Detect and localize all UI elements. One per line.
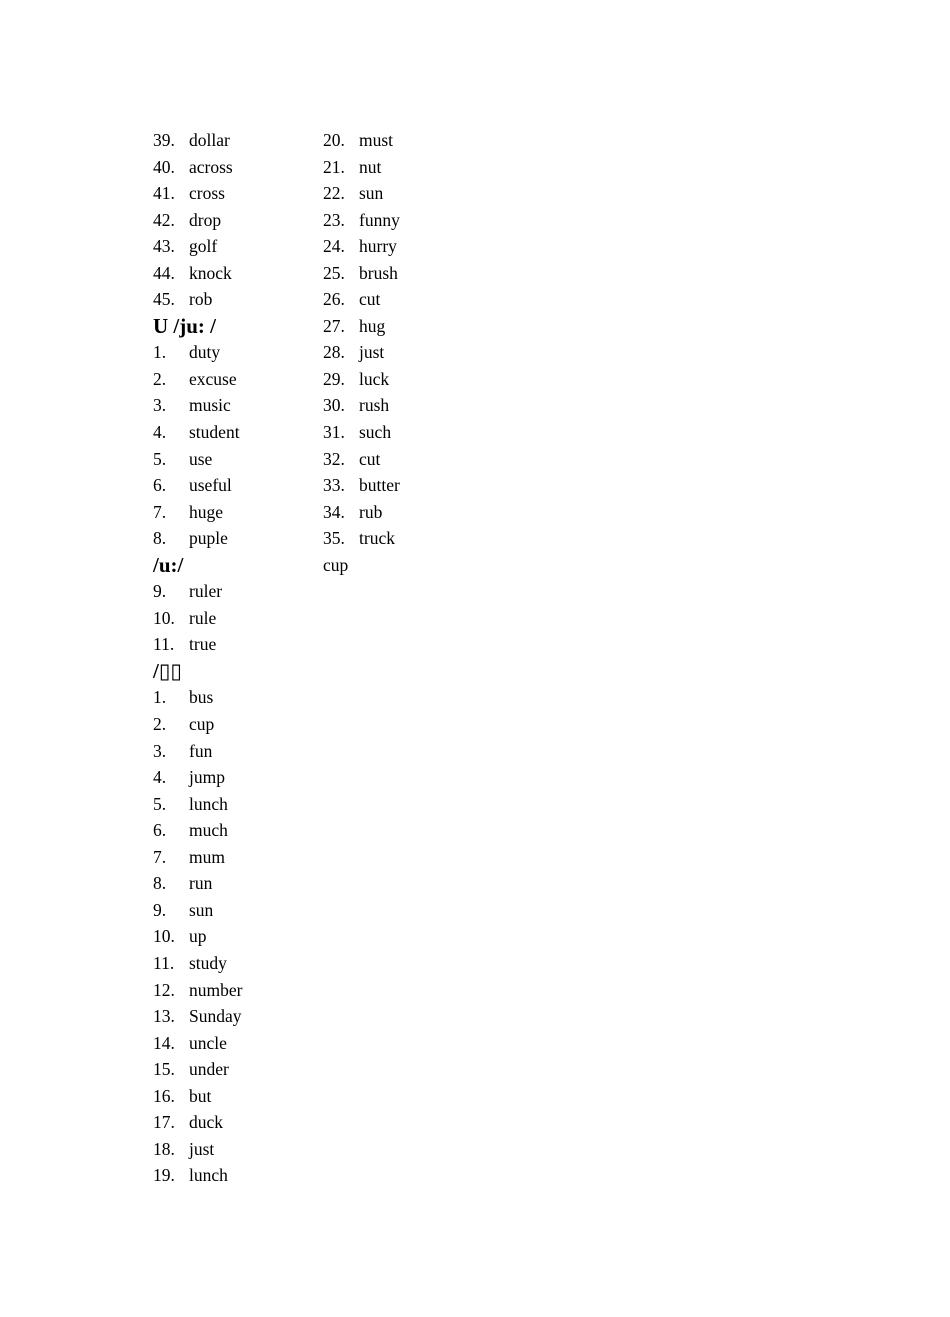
item-number: 7. [153,846,167,867]
item-word: luck [359,368,390,389]
item-number: 4. [153,422,167,443]
item-word: funny [359,209,400,230]
list-item [153,419,313,446]
item-word: puple [189,528,228,549]
item-number: 34. [323,501,345,522]
item-number: 35. [323,528,345,549]
item-number: 26. [323,289,345,310]
list-item [153,1003,313,1030]
item-word: brush [359,262,398,283]
list-item [153,764,313,791]
item-number: 22. [323,183,345,204]
list-item [323,525,483,552]
section-heading: /▯▯ [153,658,182,683]
item-word: just [359,342,385,363]
list-item [153,1083,313,1110]
list-item [323,127,483,154]
item-number: 43. [153,236,175,257]
list-item [153,392,313,419]
item-word: bus [189,687,214,708]
item-number: 3. [153,395,167,416]
list-item [153,127,313,154]
item-number: 11. [153,952,175,973]
list-item [153,844,313,871]
item-number: 44. [153,262,175,283]
item-number: 27. [323,315,345,336]
list-item [153,578,313,605]
item-word: lunch [189,1165,228,1186]
list-item [153,1136,313,1163]
item-word: cut [359,448,381,469]
list-item [323,339,483,366]
list-item [153,1109,313,1136]
right-word-column [323,127,483,578]
left-word-column [153,127,313,1189]
list-item [153,525,313,552]
item-word: useful [189,475,232,496]
item-word: rub [359,501,383,522]
item-word: hurry [359,236,397,257]
list-item [323,392,483,419]
item-word: mum [189,846,225,867]
item-number: 12. [153,979,175,1000]
item-word: huge [189,501,224,522]
item-number: 18. [153,1138,175,1159]
item-word: student [189,422,240,443]
item-word: true [189,634,217,655]
list-item [153,923,313,950]
item-word: truck [359,528,395,549]
item-number: 21. [323,156,345,177]
list-item [153,207,313,234]
item-number: 11. [153,634,175,655]
item-number: 8. [153,528,167,549]
list-item [323,260,483,287]
item-number: 28. [323,342,345,363]
item-number: 6. [153,820,167,841]
list-item [153,684,313,711]
item-word: such [359,422,392,443]
item-number: 20. [323,130,345,150]
list-item [153,605,313,632]
item-number: 23. [323,209,345,230]
item-word: butter [359,475,400,496]
section-heading: U /ju: / [153,313,216,338]
item-number: 10. [153,607,175,628]
item-word: sun [189,899,214,920]
item-word: sun [359,183,384,204]
item-word: ruler [189,581,223,602]
list-item [153,260,313,287]
list-item [153,472,313,499]
item-number: 39. [153,130,175,150]
list-item [323,180,483,207]
item-word: jump [189,767,225,788]
item-number: 5. [153,793,167,814]
item-word: fun [189,740,213,761]
list-item [323,419,483,446]
item-word: much [189,820,228,841]
item-number: 10. [153,926,175,947]
list-item [153,950,313,977]
item-word: nut [359,156,382,177]
item-number: 9. [153,581,167,602]
item-number: 42. [153,209,175,230]
list-item [323,233,483,260]
item-word: cross [189,183,225,204]
item-word: across [189,156,233,177]
list-item [153,738,313,765]
list-item [153,631,313,658]
item-number: 2. [153,368,167,389]
item-number: 2. [153,714,167,735]
item-number: 31. [323,422,345,443]
item-word: number [189,979,243,1000]
item-number: 1. [153,342,167,363]
list-item [153,711,313,738]
item-number: 3. [153,740,167,761]
item-word: but [189,1085,212,1106]
item-number: 40. [153,156,175,177]
item-word: duck [189,1112,224,1133]
list-item [153,1030,313,1057]
item-word: Sunday [189,1006,242,1027]
item-word: rule [189,607,217,628]
list-item [153,339,313,366]
item-word: golf [189,236,218,257]
item-number: 15. [153,1059,175,1080]
item-number: 9. [153,899,167,920]
item-number: 7. [153,501,167,522]
list-item [153,870,313,897]
item-word: duty [189,342,221,363]
item-word: excuse [189,368,237,389]
list-item [153,499,313,526]
item-word: cup [189,714,215,735]
list-item [323,499,483,526]
item-number: 29. [323,368,345,389]
list-item [323,313,483,340]
item-number: 4. [153,767,167,788]
list-item [323,472,483,499]
item-number: 45. [153,289,175,310]
list-item [153,1162,313,1189]
item-word: music [189,395,231,416]
item-word: dollar [189,130,230,150]
item-number: 13. [153,1006,175,1027]
item-number: 19. [153,1165,175,1186]
item-number: 14. [153,1032,175,1053]
item-number: 1. [153,687,167,708]
item-number: 33. [323,475,345,496]
list-item [323,207,483,234]
list-item [153,817,313,844]
section-heading: /u:/ [153,552,184,577]
item-number: 17. [153,1112,175,1133]
list-item [323,446,483,473]
list-item [323,154,483,181]
list-item [153,286,313,313]
item-word: lunch [189,793,228,814]
item-word: hug [359,315,386,336]
item-number: 6. [153,475,167,496]
item-word: up [189,926,207,947]
item-word: use [189,448,213,469]
item-word: drop [189,209,222,230]
item-word: cut [359,289,381,310]
item-word: study [189,952,227,973]
list-item [153,1056,313,1083]
list-item [153,446,313,473]
list-item [323,286,483,313]
item-word: rob [189,289,213,310]
item-number: 32. [323,448,345,469]
list-item [153,154,313,181]
list-item [153,977,313,1004]
item-word: run [189,873,213,894]
item-number: 16. [153,1085,175,1106]
item-number: 24. [323,236,345,257]
item-word: under [189,1059,229,1080]
item-word: knock [189,262,232,283]
item-word: rush [359,395,390,416]
item-word: must [359,130,394,150]
item-number: 5. [153,448,167,469]
list-item [323,366,483,393]
list-item [153,897,313,924]
item-number: 8. [153,873,167,894]
item-word: just [189,1138,215,1159]
list-item [153,233,313,260]
item-word: uncle [189,1032,227,1053]
list-item [153,791,313,818]
item-number: 25. [323,262,345,283]
item-number: 30. [323,395,345,416]
list-item [153,180,313,207]
plain-text-line: cup [323,554,349,575]
list-item [153,366,313,393]
item-number: 41. [153,183,175,204]
